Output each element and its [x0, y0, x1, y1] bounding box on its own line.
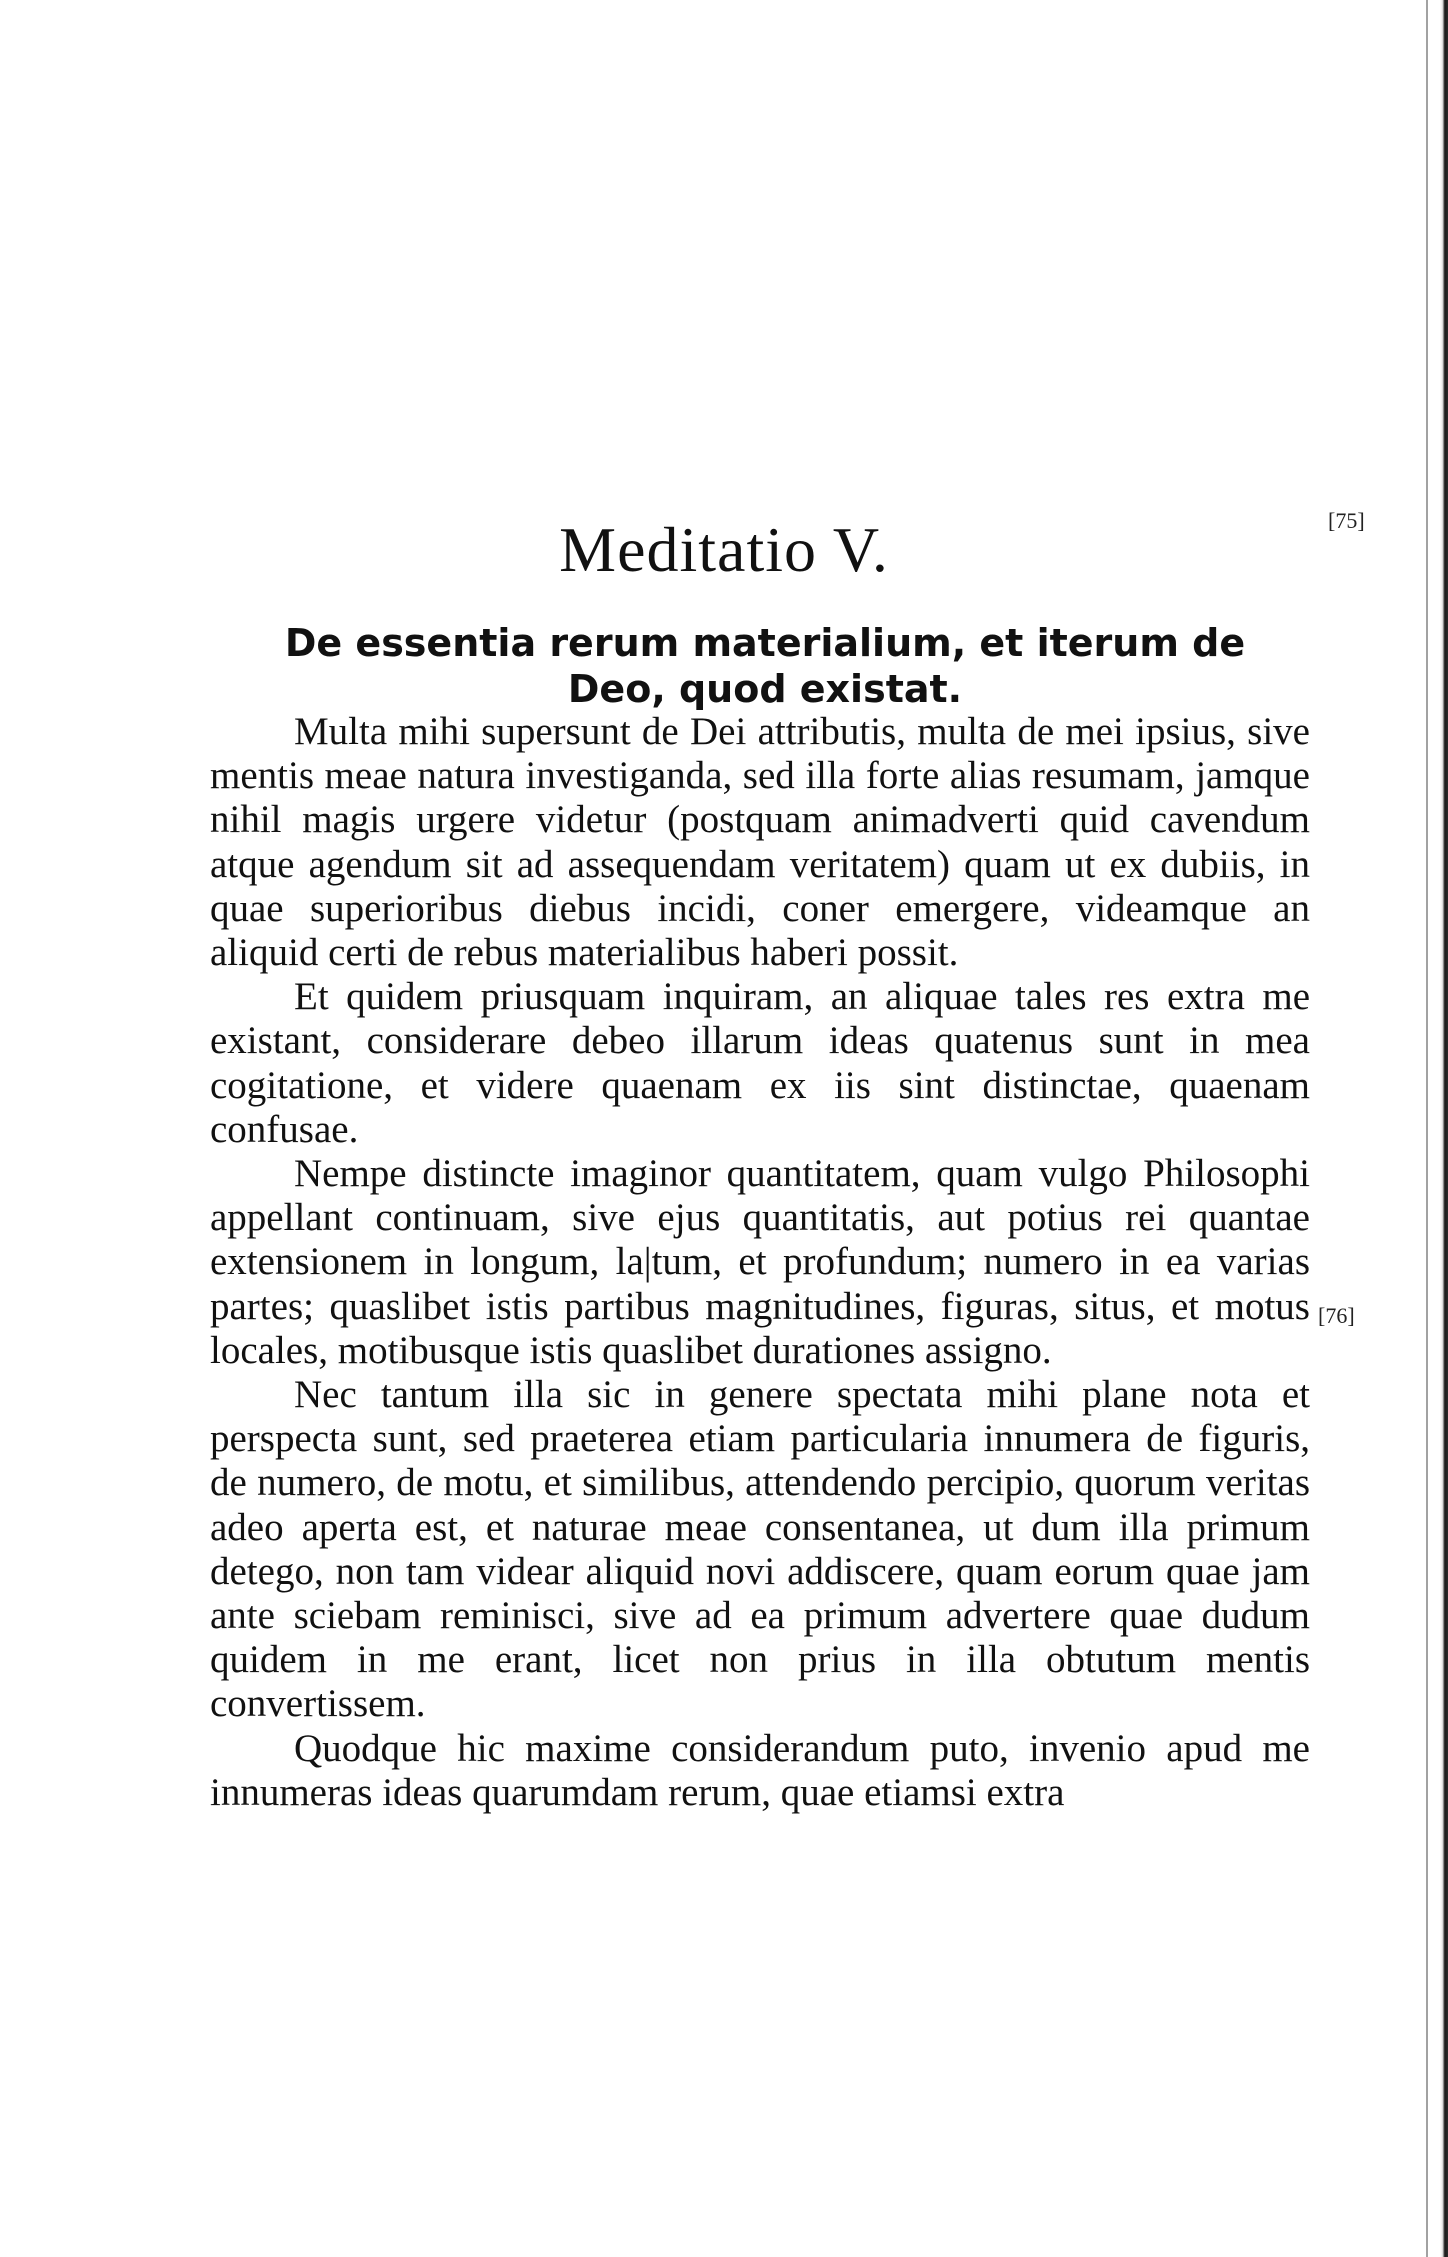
paragraph: Multa mihi supersunt de Dei attributis, multa de mei ipsius, sive mentis meae natura investiganda, sed illa forte alias resumam, jamque nihil magis urgere videtur (postquam animadverti quid cavendum atque agendum sit ad assequendam veritatem) quam ut ex dubiis, in quae superioribus diebus incidi, coner emergere, videamque an aliquid certi de rebus materialibus haberi possit.: [210, 710, 1310, 975]
page-title: Meditatio V.: [559, 513, 889, 585]
book-spine-edge: [1440, 0, 1448, 2257]
paragraph: Quodque hic maxime considerandum puto, invenio apud me innumeras ideas quarumdam rerum, quae etiamsi extra: [210, 1726, 1310, 1814]
body-text: [210, 710, 1310, 1815]
paragraph: Nempe distincte imaginor quantitatem, quam vulgo Philosophi appellant continuam, sive ejus quantitatis, aut potius rei quantae extensionem in longum, la|tum, et profundum; numero in ea varias partes; quaslibet istis partibus magnitudines, figuras, situs, et motus locales, motibusque istis quaslibet durationes assigno.: [210, 1152, 1310, 1372]
paragraph: Nec tantum illa sic in genere spectata mihi plane nota et perspecta sunt, sed praeterea etiam particularia innumera de figuris, de numero, de motu, et similibus, attendendo percipio, quorum veritas adeo aperta est, et naturae meae consentanea, ut dum illa primum detego, non tam videar aliquid novi addiscere, quam eorum quae jam ante sciebam reminisci, sive ad ea primum advertere quae dudum quidem in me erant, licet non prius in illa obtutum mentis convertissem.: [210, 1373, 1310, 1726]
paragraph: Et quidem priusquam inquiram, an aliquae tales res extra me existant, considerare debeo illarum ideas quatenus sunt in mea cogitatione, et videre quaenam ex iis sint distinctae, quaenam confusae.: [210, 975, 1310, 1151]
margin-page-number: [75]: [1328, 508, 1365, 533]
page-edge-shadow: [1426, 0, 1428, 2257]
section-subtitle: De essentia rerum materialium, et iterum de Deo, quod existat.: [284, 620, 1246, 711]
margin-page-number: [76]: [1318, 1303, 1355, 1328]
